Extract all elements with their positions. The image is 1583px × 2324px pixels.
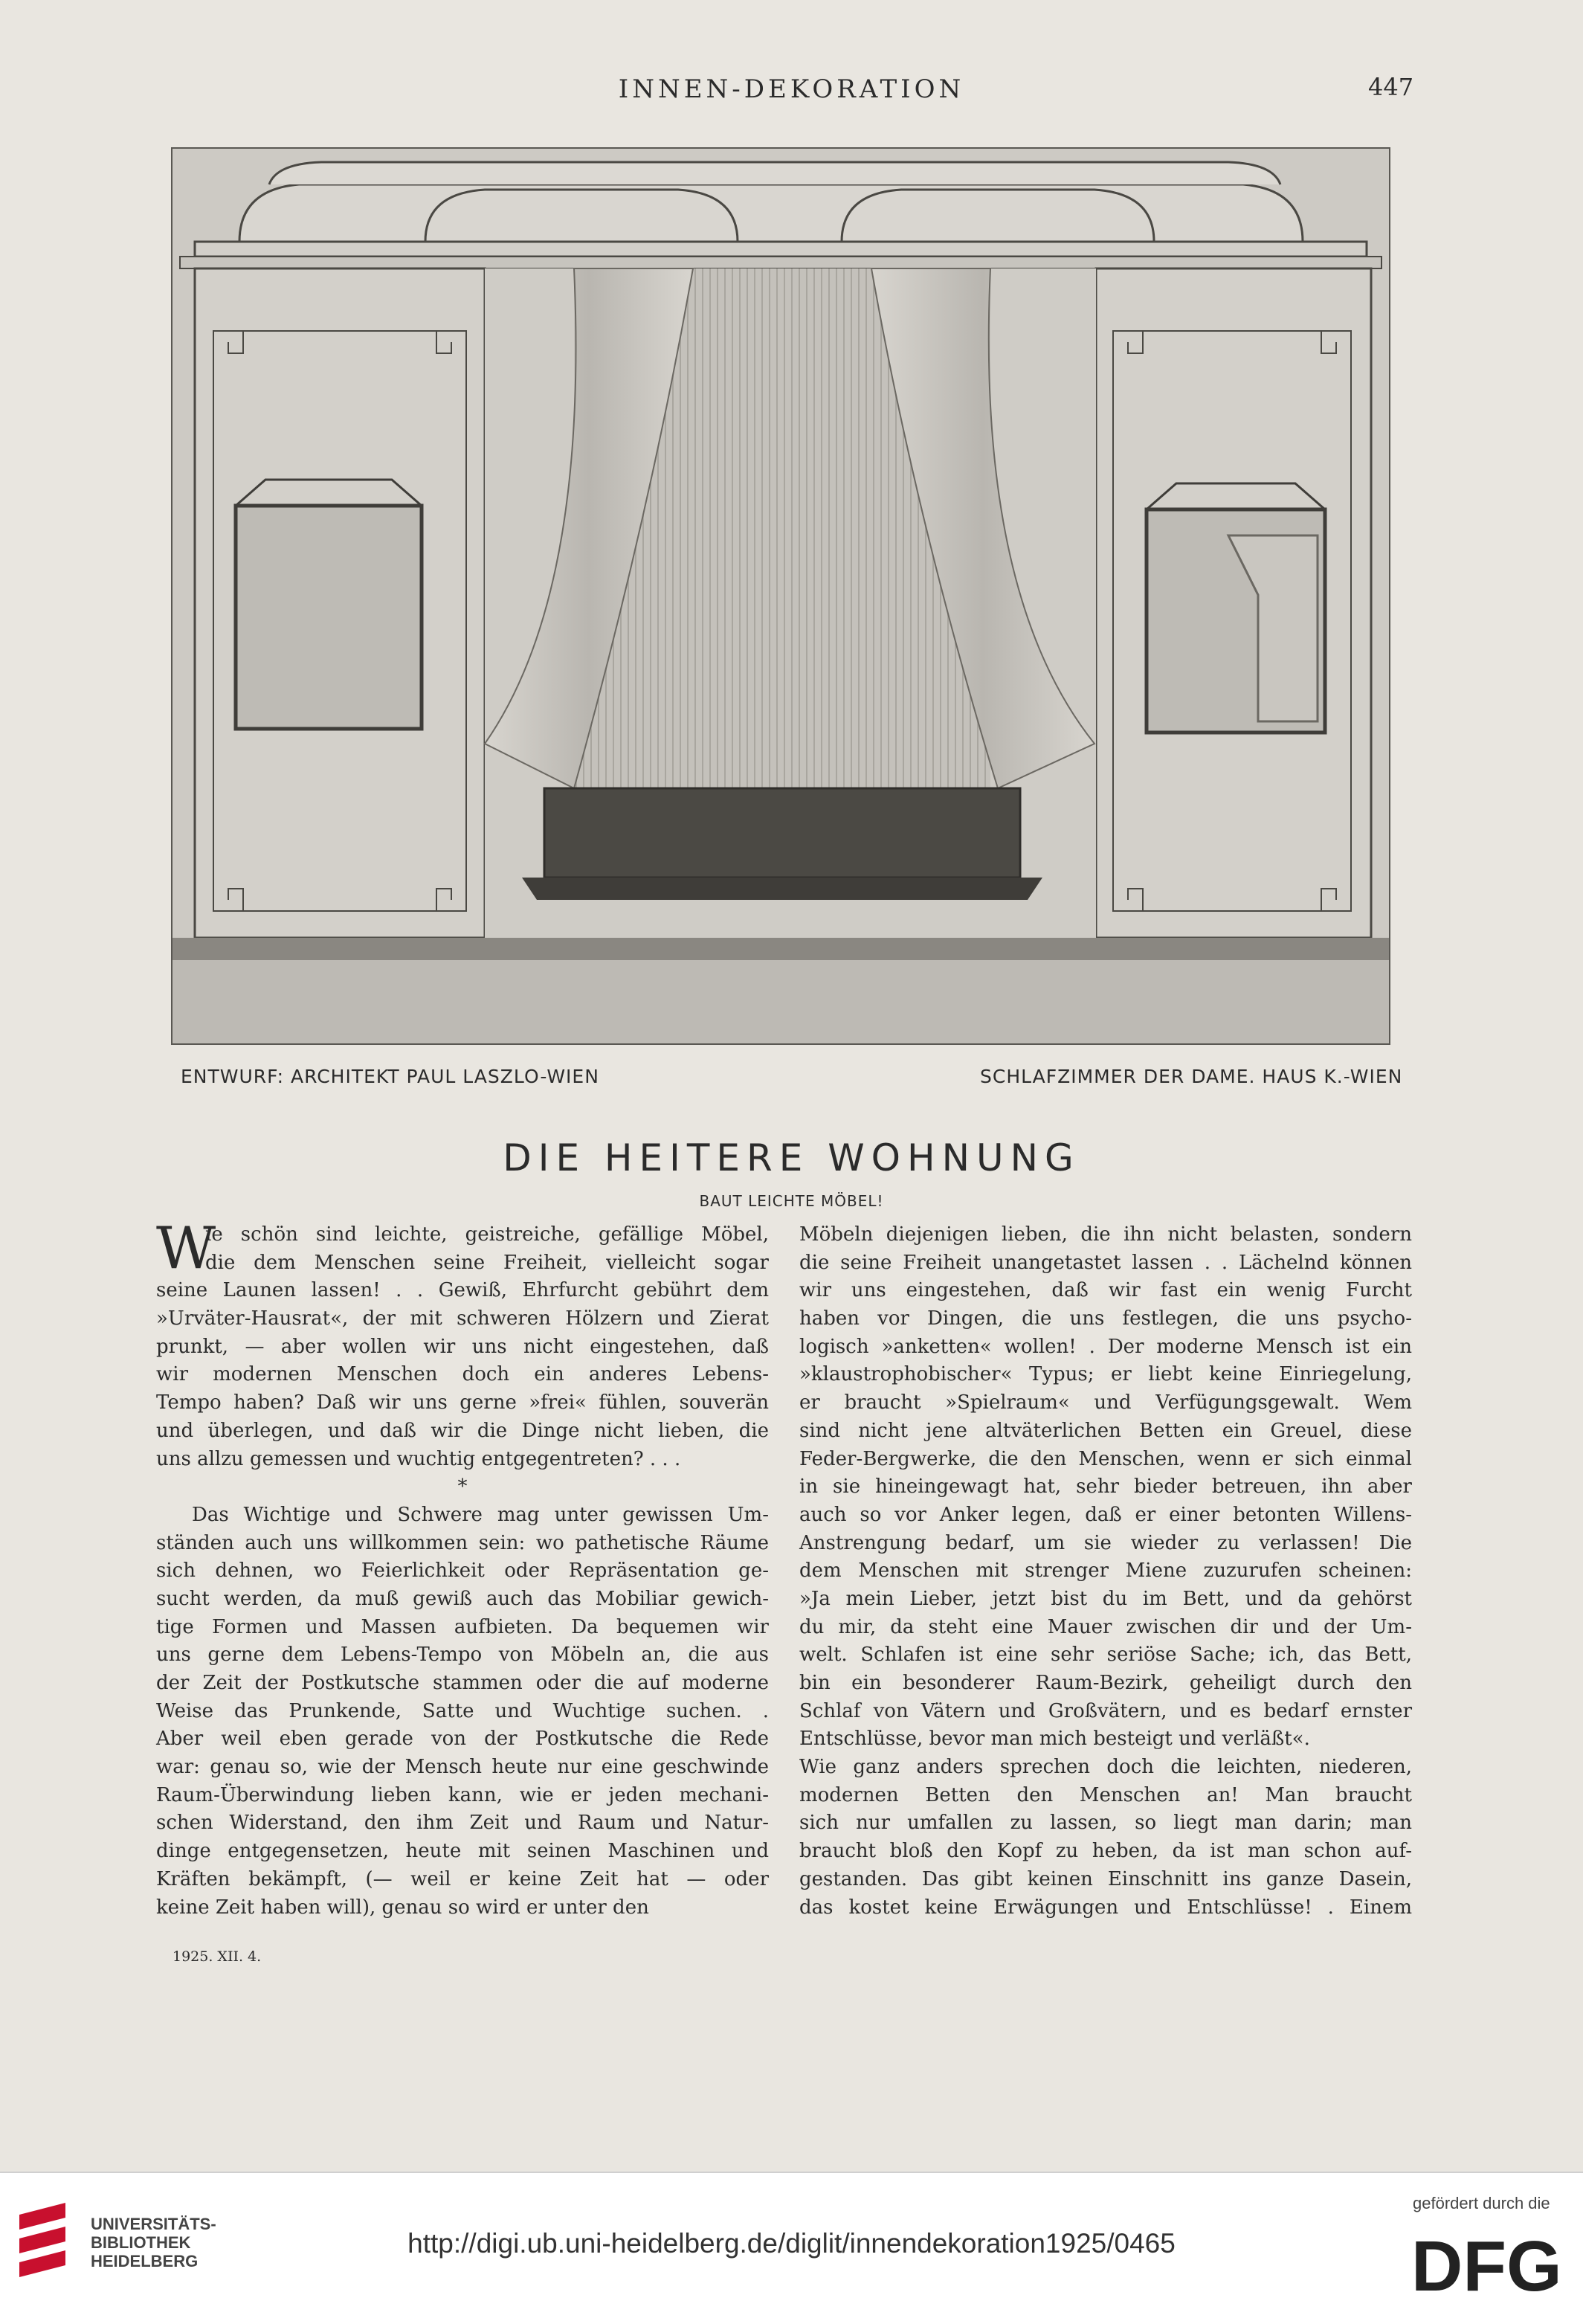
text-line: dinge entgegensetzen, heute mit seinen Maschinen und [156,1840,769,1863]
text-line: Anstrengung bedarf, um sie wieder zu verlassen! Die [799,1531,1412,1554]
text-line: er braucht »Spielraum« und Verfügungsgewalt. Wem [799,1391,1412,1414]
text-line: sind nicht jene altväterlichen Betten ein Greuel, diese [799,1419,1412,1442]
text-line: Das Wichtige und Schwere mag unter gewissen Um- [192,1503,769,1526]
text-line: »Ja mein Lieber, jetzt bist du im Bett, und da gehörst [799,1587,1412,1610]
text-line: Wie ganz anders sprechen doch die leichten, niederen, [799,1756,1412,1779]
text-line: die dem Menschen seine Freiheit, vielleicht sogar [205,1251,769,1274]
text-line: wir modernen Menschen doch ein anderes Lebens- [156,1363,769,1386]
article-title: DIE HEITERE WOHNUNG [503,1136,1080,1179]
bedroom-drawing [173,149,1389,1043]
text-line: und überlegen, und daß wir die Dinge nicht lieben, die [156,1419,769,1442]
text-line: welt. Schlafen ist eine sehr seriöse Sache; ich, das Bett, [799,1644,1412,1667]
text-line: Entschlüsse, bevor man mich besteigt und verläßt«. [799,1728,1310,1751]
volume-mark: 1925. XII. 4. [173,1948,262,1965]
text-line: sich dehnen, wo Feierlichkeit oder Repräsentation ge- [156,1559,769,1583]
interior-illustration [171,147,1390,1045]
text-line: das kostet keine Erwägungen und Entschlüsse! . Einem [799,1896,1412,1919]
text-line: schen Widerstand, den ihm Zeit und Raum und Natur- [156,1812,769,1835]
text-column-right [799,1221,1412,1922]
text-line: haben vor Dingen, die uns festlegen, die uns psycho- [799,1307,1412,1330]
text-line: tige Formen und Massen aufbieten. Da bequemen wir [156,1615,769,1638]
text-line: Möbeln diejenigen lieben, die ihn nicht belasten, sondern [799,1223,1412,1246]
text-line: gestanden. Das gibt keinen Einschnitt ins ganze Dasein, [799,1867,1412,1890]
illustration-title: SCHLAFZIMMER DER DAME. HAUS K.-WIEN [980,1066,1403,1087]
text-column-left [156,1215,769,1922]
text-line: Feder-Bergwerke, die den Menschen, wenn er sich einmal [799,1447,1412,1470]
text-line: Kräften bekämpft, (— weil er keine Zeit hat — oder [156,1867,769,1890]
text-line: dem Menschen mit strenger Miene zuzurufen scheinen: [799,1559,1412,1583]
library-name: UNIVERSITÄTS- BIBLIOTHEK HEIDELBERG [91,2215,216,2270]
article-subtitle: BAUT LEICHTE MÖBEL! [699,1192,884,1210]
text-line: keine Zeit haben will), genau so wird er unter den [156,1896,649,1919]
text-line: logisch »anketten« wollen! . Der moderne Mensch ist ein [799,1335,1412,1358]
text-line: uns allzu gemessen und wuchtig entgegentreten? . . . [156,1447,681,1470]
dfg-logo-icon [1411,2230,1563,2298]
text-line: die seine Freiheit unangetastet lassen . . Lächelnd können [799,1251,1412,1274]
text-line: Weise das Prunkende, Satte und Wuchtige suchen. . [156,1699,769,1722]
text-line: Aber weil eben gerade von der Postkutsche die Rede [156,1728,769,1751]
text-line: Raum-Überwindung lieben kann, wie er jeden mechani- [156,1783,769,1806]
text-line: »Urväter-Hausrat«, der mit schweren Hölzern und Zierat [156,1307,769,1330]
text-line: Tempo haben? Daß wir uns gerne »frei« fühlen, souverän [156,1391,769,1414]
text-line: auch so vor Anker legen, daß er einer betonten Willens- [799,1503,1412,1526]
text-line: war: genau so, wie der Mensch heute nur eine geschwinde [156,1756,769,1779]
drop-cap: W [156,1215,216,1282]
text-line: prunkt, — aber wollen wir uns nicht eingestehen, daß [156,1335,769,1358]
text-line: der Zeit der Postkutsche stammen oder die auf moderne [156,1672,769,1694]
running-title: INNEN-DEKORATION [618,74,965,104]
text-line: bin ein besonderer Raum-Bezirk, geheiligt durch den [799,1672,1412,1694]
text-line: ständen auch uns willkommen sein: wo pathetische Räume [156,1531,769,1554]
text-line: uns gerne dem Lebens-Tempo von Möbeln an, die aus [156,1644,769,1667]
text-line: modernen Betten den Menschen an! Man braucht [799,1783,1412,1806]
text-line: sucht werden, da muß gewiß auch das Mobiliar gewich- [156,1587,769,1610]
text-line: seine Launen lassen! . . Gewiß, Ehrfurcht gebührt dem [156,1279,769,1302]
text-line: wir uns eingestehen, daß wir fast ein wenig Furcht [799,1279,1412,1302]
illustration-credit: ENTWURF: ARCHITEKT PAUL LASZLO-WIEN [181,1066,599,1087]
sponsor-text: gefördert durch die [1413,2194,1550,2212]
text-line: »klaustrophobischer« Typus; er liebt keine Einriegelung, [799,1363,1412,1386]
text-line: ie schön sind leichte, geistreiche, gefällige Möbel, [205,1223,769,1246]
page-number: 447 [1368,73,1414,101]
text-line: braucht bloß den Kopf zu heben, da ist man schon auf- [799,1840,1412,1863]
text-line: du mir, da steht eine Mauer zwischen dir und der Um- [799,1615,1412,1638]
source-url-link[interactable]: http://digi.ub.uni-heidelberg.de/diglit/innendekoration1925/0465 [407,2228,1176,2259]
text-line: in sie hineingewagt hat, sehr bieder betreuen, ihn aber [799,1475,1412,1499]
text-line: Schlaf von Vätern und Großvätern, und es bedarf ernster [799,1699,1412,1722]
svg-text:DFG: DFG [1411,2230,1562,2298]
text-line: * [457,1475,468,1499]
text-line: sich nur umfallen zu lassen, so liegt man darin; man [799,1812,1412,1835]
